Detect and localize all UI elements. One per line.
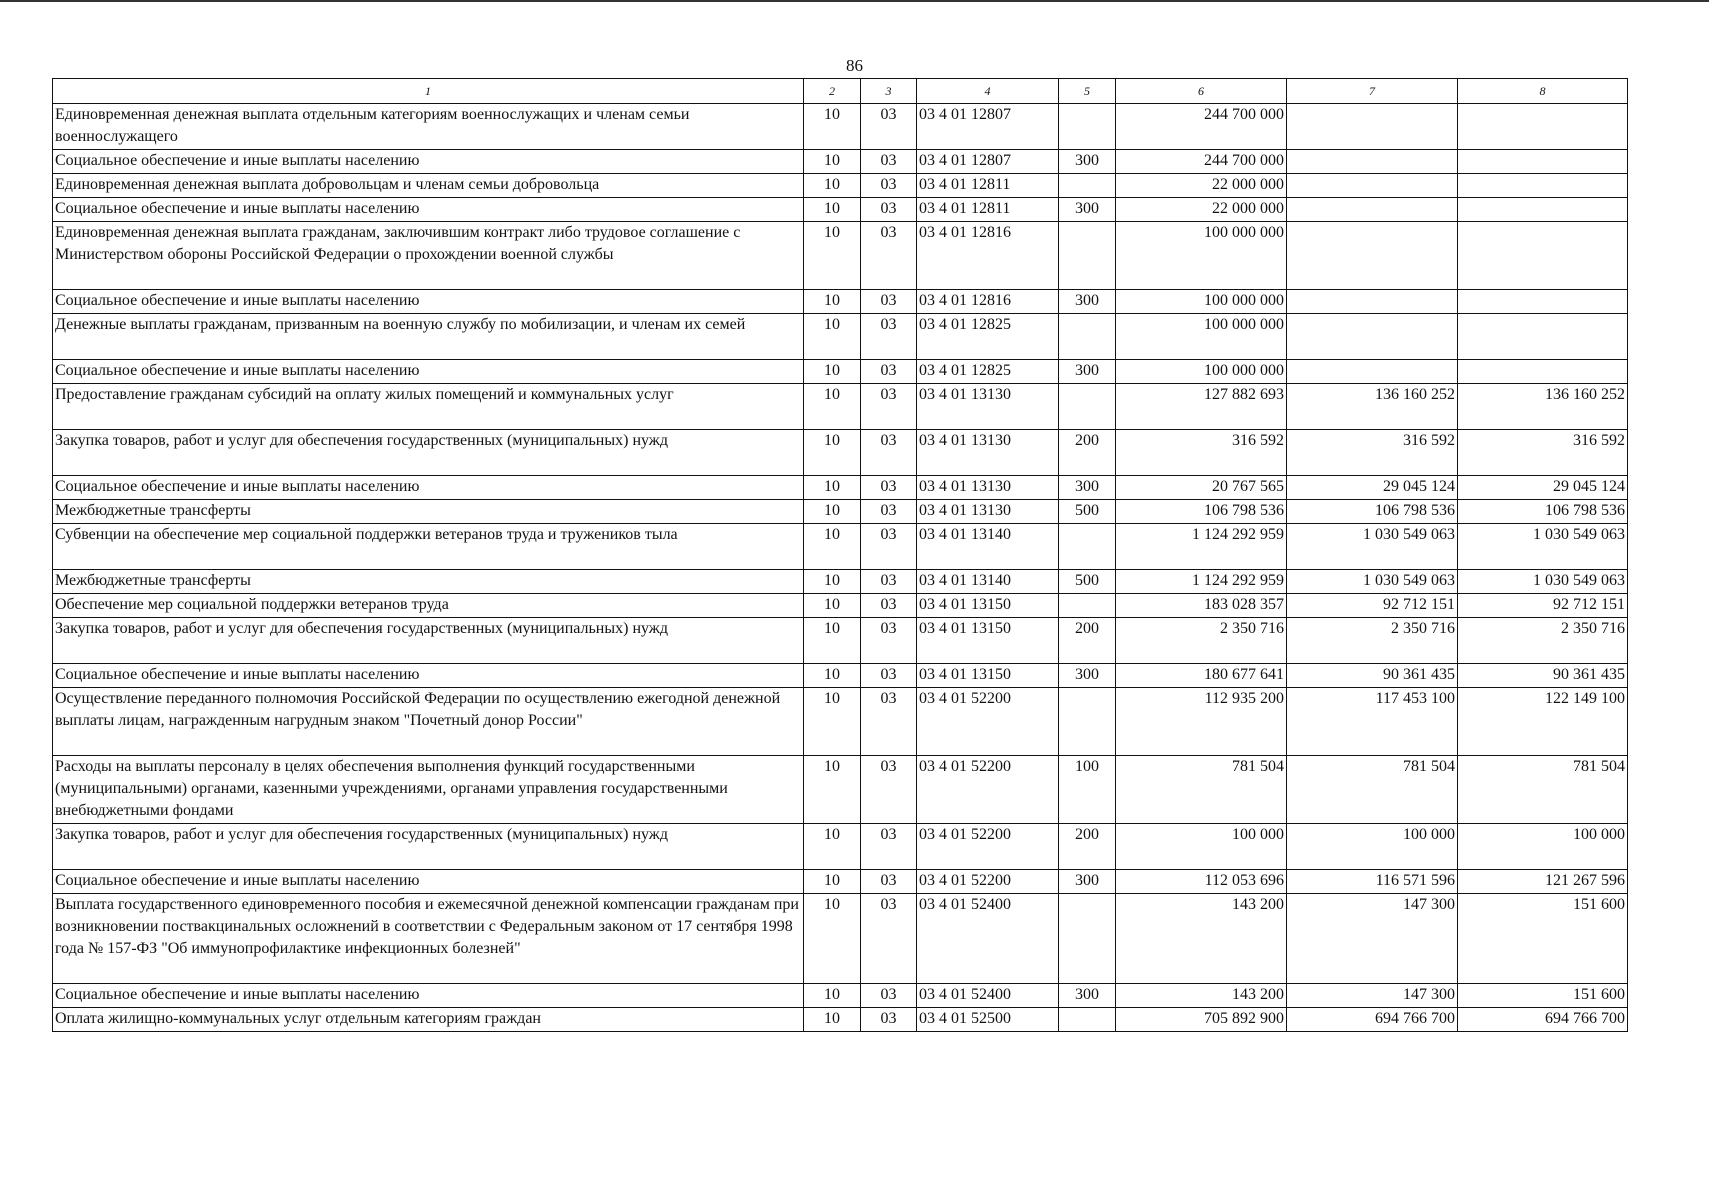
target-article-code: 03 4 01 12807 [917, 104, 1059, 150]
amount-year-3 [1458, 150, 1628, 174]
amount-year-2 [1287, 222, 1458, 290]
amount-year-2 [1287, 314, 1458, 360]
subsection-code: 03 [861, 476, 917, 500]
subsection-code: 03 [861, 222, 917, 290]
table-row [53, 174, 1628, 198]
table-row [53, 594, 1628, 618]
header-col-7: 7 [1287, 79, 1458, 104]
expense-type-code: 300 [1059, 984, 1116, 1008]
section-code: 10 [804, 688, 861, 756]
table-row [53, 314, 1628, 360]
amount-year-3: 29 045 124 [1458, 476, 1628, 500]
subsection-code: 03 [861, 500, 917, 524]
amount-year-1: 1 124 292 959 [1116, 524, 1287, 570]
target-article-code: 03 4 01 13150 [917, 594, 1059, 618]
section-code: 10 [804, 314, 861, 360]
amount-year-2 [1287, 104, 1458, 150]
target-article-code: 03 4 01 52400 [917, 894, 1059, 984]
amount-year-3: 90 361 435 [1458, 664, 1628, 688]
expense-type-code [1059, 688, 1116, 756]
table-row [53, 570, 1628, 594]
amount-year-2: 100 000 [1287, 824, 1458, 870]
amount-year-2: 136 160 252 [1287, 384, 1458, 430]
target-article-code: 03 4 01 52200 [917, 870, 1059, 894]
section-code: 10 [804, 222, 861, 290]
subsection-code: 03 [861, 360, 917, 384]
amount-year-2: 92 712 151 [1287, 594, 1458, 618]
section-code: 10 [804, 594, 861, 618]
table-row [53, 688, 1628, 756]
subsection-code: 03 [861, 174, 917, 198]
target-article-code: 03 4 01 13130 [917, 500, 1059, 524]
target-article-code: 03 4 01 52500 [917, 1008, 1059, 1032]
item-name: Социальное обеспечение и иные выплаты населению [53, 476, 804, 500]
target-article-code: 03 4 01 12807 [917, 150, 1059, 174]
section-code: 10 [804, 430, 861, 476]
item-name: Закупка товаров, работ и услуг для обеспечения государственных (муниципальных) нужд [53, 824, 804, 870]
expense-type-code [1059, 524, 1116, 570]
expense-type-code [1059, 104, 1116, 150]
amount-year-3: 136 160 252 [1458, 384, 1628, 430]
amount-year-2 [1287, 290, 1458, 314]
header-col-5: 5 [1059, 79, 1116, 104]
subsection-code: 03 [861, 984, 917, 1008]
target-article-code: 03 4 01 13150 [917, 618, 1059, 664]
table-row [53, 894, 1628, 984]
amount-year-3: 106 798 536 [1458, 500, 1628, 524]
item-name: Единовременная денежная выплата гражданам, заключившим контракт либо трудовое соглашение с Министерством обороны Российской Федерации о прохождении военной службы [53, 222, 804, 290]
target-article-code: 03 4 01 13130 [917, 476, 1059, 500]
expense-type-code: 300 [1059, 198, 1116, 222]
target-article-code: 03 4 01 12811 [917, 174, 1059, 198]
expense-type-code: 300 [1059, 664, 1116, 688]
amount-year-2 [1287, 360, 1458, 384]
expense-type-code: 300 [1059, 290, 1116, 314]
target-article-code: 03 4 01 12825 [917, 360, 1059, 384]
table-row [53, 1008, 1628, 1032]
section-code: 10 [804, 664, 861, 688]
target-article-code: 03 4 01 52200 [917, 824, 1059, 870]
item-name: Выплата государственного единовременного пособия и ежемесячной денежной компенсации гражданам при возникновении поствакцинальных осложнений в соответствии с Федеральным законом от 17 сентября 1998 года № 157-ФЗ "Об иммунопрофилактике инфекционных болезней" [53, 894, 804, 984]
amount-year-2: 29 045 124 [1287, 476, 1458, 500]
table-row [53, 870, 1628, 894]
target-article-code: 03 4 01 13130 [917, 384, 1059, 430]
amount-year-1: 781 504 [1116, 756, 1287, 824]
table-row [53, 618, 1628, 664]
expense-type-code: 500 [1059, 500, 1116, 524]
subsection-code: 03 [861, 664, 917, 688]
table-row [53, 524, 1628, 570]
subsection-code: 03 [861, 384, 917, 430]
section-code: 10 [804, 104, 861, 150]
item-name: Социальное обеспечение и иные выплаты населению [53, 360, 804, 384]
subsection-code: 03 [861, 570, 917, 594]
item-name: Социальное обеспечение и иные выплаты населению [53, 870, 804, 894]
table-row [53, 756, 1628, 824]
amount-year-2: 147 300 [1287, 894, 1458, 984]
amount-year-3 [1458, 290, 1628, 314]
expense-type-code [1059, 314, 1116, 360]
amount-year-3: 92 712 151 [1458, 594, 1628, 618]
amount-year-2: 106 798 536 [1287, 500, 1458, 524]
section-code: 10 [804, 360, 861, 384]
subsection-code: 03 [861, 524, 917, 570]
target-article-code: 03 4 01 52400 [917, 984, 1059, 1008]
amount-year-1: 143 200 [1116, 984, 1287, 1008]
item-name: Субвенции на обеспечение мер социальной поддержки ветеранов труда и тружеников тыла [53, 524, 804, 570]
expense-type-code: 200 [1059, 430, 1116, 476]
budget-table [52, 78, 1628, 1032]
amount-year-3: 2 350 716 [1458, 618, 1628, 664]
amount-year-2: 1 030 549 063 [1287, 524, 1458, 570]
expense-type-code: 300 [1059, 360, 1116, 384]
section-code: 10 [804, 384, 861, 430]
header-col-8: 8 [1458, 79, 1628, 104]
table-row [53, 290, 1628, 314]
section-code: 10 [804, 756, 861, 824]
table-row [53, 104, 1628, 150]
amount-year-2: 116 571 596 [1287, 870, 1458, 894]
target-article-code: 03 4 01 12816 [917, 222, 1059, 290]
expense-type-code: 500 [1059, 570, 1116, 594]
header-col-1: 1 [53, 79, 804, 104]
amount-year-3: 1 030 549 063 [1458, 524, 1628, 570]
scan-top-border [0, 0, 1709, 2]
item-name: Расходы на выплаты персоналу в целях обеспечения выполнения функций государственными (муниципальными) органами, казенными учреждениями, органами управления государственными внебюджетными фондами [53, 756, 804, 824]
section-code: 10 [804, 618, 861, 664]
amount-year-1: 183 028 357 [1116, 594, 1287, 618]
target-article-code: 03 4 01 13140 [917, 570, 1059, 594]
item-name: Межбюджетные трансферты [53, 500, 804, 524]
amount-year-2: 2 350 716 [1287, 618, 1458, 664]
header-col-4: 4 [917, 79, 1059, 104]
table-row [53, 500, 1628, 524]
item-name: Социальное обеспечение и иные выплаты населению [53, 290, 804, 314]
item-name: Социальное обеспечение и иные выплаты населению [53, 984, 804, 1008]
amount-year-1: 1 124 292 959 [1116, 570, 1287, 594]
header-col-6: 6 [1116, 79, 1287, 104]
amount-year-2 [1287, 174, 1458, 198]
item-name: Единовременная денежная выплата добровольцам и членам семьи добровольца [53, 174, 804, 198]
amount-year-3: 121 267 596 [1458, 870, 1628, 894]
amount-year-3 [1458, 174, 1628, 198]
amount-year-2: 316 592 [1287, 430, 1458, 476]
expense-type-code: 300 [1059, 870, 1116, 894]
subsection-code: 03 [861, 824, 917, 870]
section-code: 10 [804, 984, 861, 1008]
amount-year-1: 112 053 696 [1116, 870, 1287, 894]
amount-year-1: 100 000 000 [1116, 222, 1287, 290]
table-row [53, 824, 1628, 870]
item-name: Межбюджетные трансферты [53, 570, 804, 594]
item-name: Социальное обеспечение и иные выплаты населению [53, 150, 804, 174]
subsection-code: 03 [861, 1008, 917, 1032]
section-code: 10 [804, 198, 861, 222]
expense-type-code: 300 [1059, 150, 1116, 174]
amount-year-3: 100 000 [1458, 824, 1628, 870]
amount-year-3: 781 504 [1458, 756, 1628, 824]
section-code: 10 [804, 500, 861, 524]
target-article-code: 03 4 01 13150 [917, 664, 1059, 688]
table-row [53, 198, 1628, 222]
header-col-3: 3 [861, 79, 917, 104]
amount-year-3: 151 600 [1458, 984, 1628, 1008]
amount-year-2: 147 300 [1287, 984, 1458, 1008]
target-article-code: 03 4 01 13140 [917, 524, 1059, 570]
table-body [53, 104, 1628, 1032]
amount-year-1: 20 767 565 [1116, 476, 1287, 500]
amount-year-1: 100 000 000 [1116, 314, 1287, 360]
table-row [53, 384, 1628, 430]
item-name: Закупка товаров, работ и услуг для обеспечения государственных (муниципальных) нужд [53, 618, 804, 664]
section-code: 10 [804, 290, 861, 314]
target-article-code: 03 4 01 52200 [917, 756, 1059, 824]
target-article-code: 03 4 01 12825 [917, 314, 1059, 360]
item-name: Осуществление переданного полномочия Российской Федерации по осуществлению ежегодной денежной выплаты лицам, награжденным нагрудным знаком "Почетный донор России" [53, 688, 804, 756]
expense-type-code [1059, 222, 1116, 290]
subsection-code: 03 [861, 290, 917, 314]
amount-year-3 [1458, 104, 1628, 150]
amount-year-2: 1 030 549 063 [1287, 570, 1458, 594]
amount-year-3: 1 030 549 063 [1458, 570, 1628, 594]
section-code: 10 [804, 524, 861, 570]
amount-year-2: 117 453 100 [1287, 688, 1458, 756]
subsection-code: 03 [861, 756, 917, 824]
amount-year-1: 244 700 000 [1116, 150, 1287, 174]
amount-year-1: 244 700 000 [1116, 104, 1287, 150]
amount-year-3 [1458, 314, 1628, 360]
amount-year-1: 143 200 [1116, 894, 1287, 984]
item-name: Оплата жилищно-коммунальных услуг отдельным категориям граждан [53, 1008, 804, 1032]
amount-year-1: 100 000 000 [1116, 290, 1287, 314]
expense-type-code [1059, 894, 1116, 984]
item-name: Закупка товаров, работ и услуг для обеспечения государственных (муниципальных) нужд [53, 430, 804, 476]
item-name: Социальное обеспечение и иные выплаты населению [53, 198, 804, 222]
expense-type-code [1059, 174, 1116, 198]
amount-year-1: 316 592 [1116, 430, 1287, 476]
header-row [53, 79, 1628, 104]
amount-year-3 [1458, 360, 1628, 384]
amount-year-1: 22 000 000 [1116, 174, 1287, 198]
section-code: 10 [804, 570, 861, 594]
amount-year-1: 100 000 [1116, 824, 1287, 870]
table-row [53, 360, 1628, 384]
item-name: Обеспечение мер социальной поддержки ветеранов труда [53, 594, 804, 618]
amount-year-2: 781 504 [1287, 756, 1458, 824]
amount-year-1: 2 350 716 [1116, 618, 1287, 664]
expense-type-code [1059, 594, 1116, 618]
subsection-code: 03 [861, 618, 917, 664]
section-code: 10 [804, 476, 861, 500]
amount-year-2: 694 766 700 [1287, 1008, 1458, 1032]
expense-type-code [1059, 1008, 1116, 1032]
section-code: 10 [804, 150, 861, 174]
subsection-code: 03 [861, 870, 917, 894]
target-article-code: 03 4 01 12811 [917, 198, 1059, 222]
page-number: 86 [846, 56, 863, 75]
section-code: 10 [804, 1008, 861, 1032]
table-row [53, 984, 1628, 1008]
amount-year-1: 127 882 693 [1116, 384, 1287, 430]
table-row [53, 222, 1628, 290]
item-name: Социальное обеспечение и иные выплаты населению [53, 664, 804, 688]
target-article-code: 03 4 01 13130 [917, 430, 1059, 476]
subsection-code: 03 [861, 594, 917, 618]
table-row [53, 476, 1628, 500]
expense-type-code: 200 [1059, 618, 1116, 664]
item-name: Единовременная денежная выплата отдельным категориям военнослужащих и членам семьи военнослужащего [53, 104, 804, 150]
section-code: 10 [804, 174, 861, 198]
section-code: 10 [804, 824, 861, 870]
subsection-code: 03 [861, 430, 917, 476]
amount-year-1: 112 935 200 [1116, 688, 1287, 756]
amount-year-3 [1458, 222, 1628, 290]
amount-year-2: 90 361 435 [1287, 664, 1458, 688]
expense-type-code: 300 [1059, 476, 1116, 500]
amount-year-3: 122 149 100 [1458, 688, 1628, 756]
table-row [53, 150, 1628, 174]
subsection-code: 03 [861, 104, 917, 150]
amount-year-1: 180 677 641 [1116, 664, 1287, 688]
subsection-code: 03 [861, 314, 917, 360]
amount-year-1: 100 000 000 [1116, 360, 1287, 384]
item-name: Предоставление гражданам субсидий на оплату жилых помещений и коммунальных услуг [53, 384, 804, 430]
amount-year-1: 22 000 000 [1116, 198, 1287, 222]
amount-year-1: 106 798 536 [1116, 500, 1287, 524]
target-article-code: 03 4 01 52200 [917, 688, 1059, 756]
expense-type-code: 100 [1059, 756, 1116, 824]
expense-type-code [1059, 384, 1116, 430]
amount-year-3 [1458, 198, 1628, 222]
expense-type-code: 200 [1059, 824, 1116, 870]
amount-year-3: 151 600 [1458, 894, 1628, 984]
table-row [53, 664, 1628, 688]
item-name: Денежные выплаты гражданам, призванным на военную службу по мобилизации, и членам их семей [53, 314, 804, 360]
amount-year-3: 694 766 700 [1458, 1008, 1628, 1032]
amount-year-2 [1287, 150, 1458, 174]
section-code: 10 [804, 870, 861, 894]
target-article-code: 03 4 01 12816 [917, 290, 1059, 314]
table-row [53, 430, 1628, 476]
subsection-code: 03 [861, 198, 917, 222]
section-code: 10 [804, 894, 861, 984]
amount-year-3: 316 592 [1458, 430, 1628, 476]
subsection-code: 03 [861, 150, 917, 174]
subsection-code: 03 [861, 894, 917, 984]
subsection-code: 03 [861, 688, 917, 756]
amount-year-1: 705 892 900 [1116, 1008, 1287, 1032]
amount-year-2 [1287, 198, 1458, 222]
header-col-2: 2 [804, 79, 861, 104]
